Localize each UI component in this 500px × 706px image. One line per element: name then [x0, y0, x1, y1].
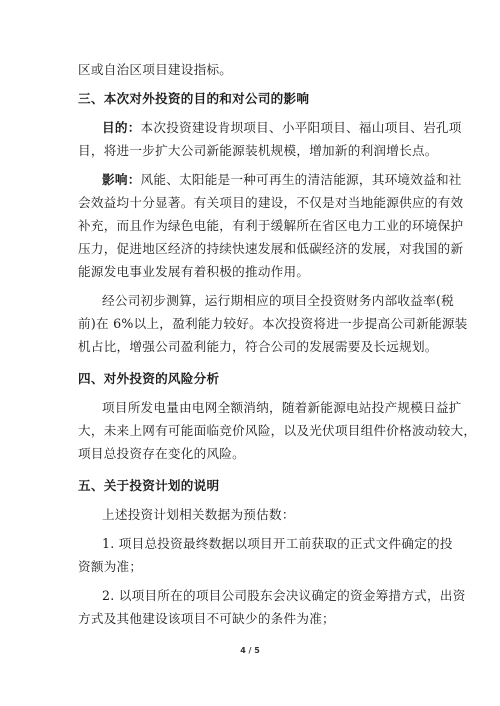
text-line: 机占比，增强公司盈利能力，符合公司的发展需要及长远规划。: [78, 339, 438, 354]
text-line: 目，将进一步扩大公司新能源装机规模，增加新的利润增长点。: [78, 143, 438, 158]
text-line: 补充，而且作为绿色电能，有利于缓解所在省区电力工业的环境保护: [78, 218, 464, 233]
text-line: 压力，促进地区经济的持续快速发展和低碳经济的发展，对我国的新: [78, 241, 464, 256]
text-line: 上述投资计划相关数据为预估数：: [102, 507, 295, 522]
text-line: 方式及其他建设该项目不可缺少的条件为准；: [78, 611, 335, 626]
text-line: 大，未来上网有可能面临竞价风险，以及光伏项目组件价格波动较大，: [78, 423, 477, 438]
purpose-label: 目的：: [102, 120, 141, 135]
text-line: 项目所发电量由电网全额消纳，随着新能源电站投产规模日益扩: [102, 400, 462, 415]
text-line: 项目总投资存在变化的风险。: [78, 446, 245, 461]
text-line: 会效益均十分显著。有关项目的建设，不仅是对当地能源供应的有效: [78, 195, 464, 210]
section-heading-5: 五、关于投资计划的说明: [78, 478, 220, 493]
paragraph-impact-line: [78, 168, 462, 191]
text-line: 区或自治区项目建设指标。: [78, 62, 233, 77]
text-line: 资额为准；: [78, 559, 143, 574]
document-body: [78, 58, 477, 630]
paragraph-purpose-line: [78, 116, 462, 139]
section-heading-4: 四、对外投资的风险分析: [78, 371, 220, 386]
list-item-1: 1. 项目总投资最终数据以项目开工前获取的正式文件确定的投: [102, 536, 453, 551]
text-line: 能源发电事业发展有着积极的推动作用。: [78, 264, 310, 279]
impact-text: 风能、太阳能是一种可再生的清洁能源，其环境效益和社: [140, 172, 462, 187]
page-number: 4 / 5: [240, 646, 260, 655]
text-line: 前)在 6%以上，盈利能力较好。本次投资将进一步提高公司新能源装: [78, 316, 468, 331]
impact-label: 影响：: [102, 172, 141, 187]
purpose-text: 本次投资建设肯坝项目、小平阳项目、福山项目、岩孔项: [140, 120, 462, 135]
list-item-2: 2. 以项目所在的项目公司股东会决议确定的资金筹措方式，出资: [102, 588, 466, 603]
section-heading-3: 三、本次对外投资的目的和对公司的影响: [78, 91, 310, 106]
text-line: 经公司初步测算，运行期相应的项目全投资财务内部收益率(税: [102, 293, 454, 308]
